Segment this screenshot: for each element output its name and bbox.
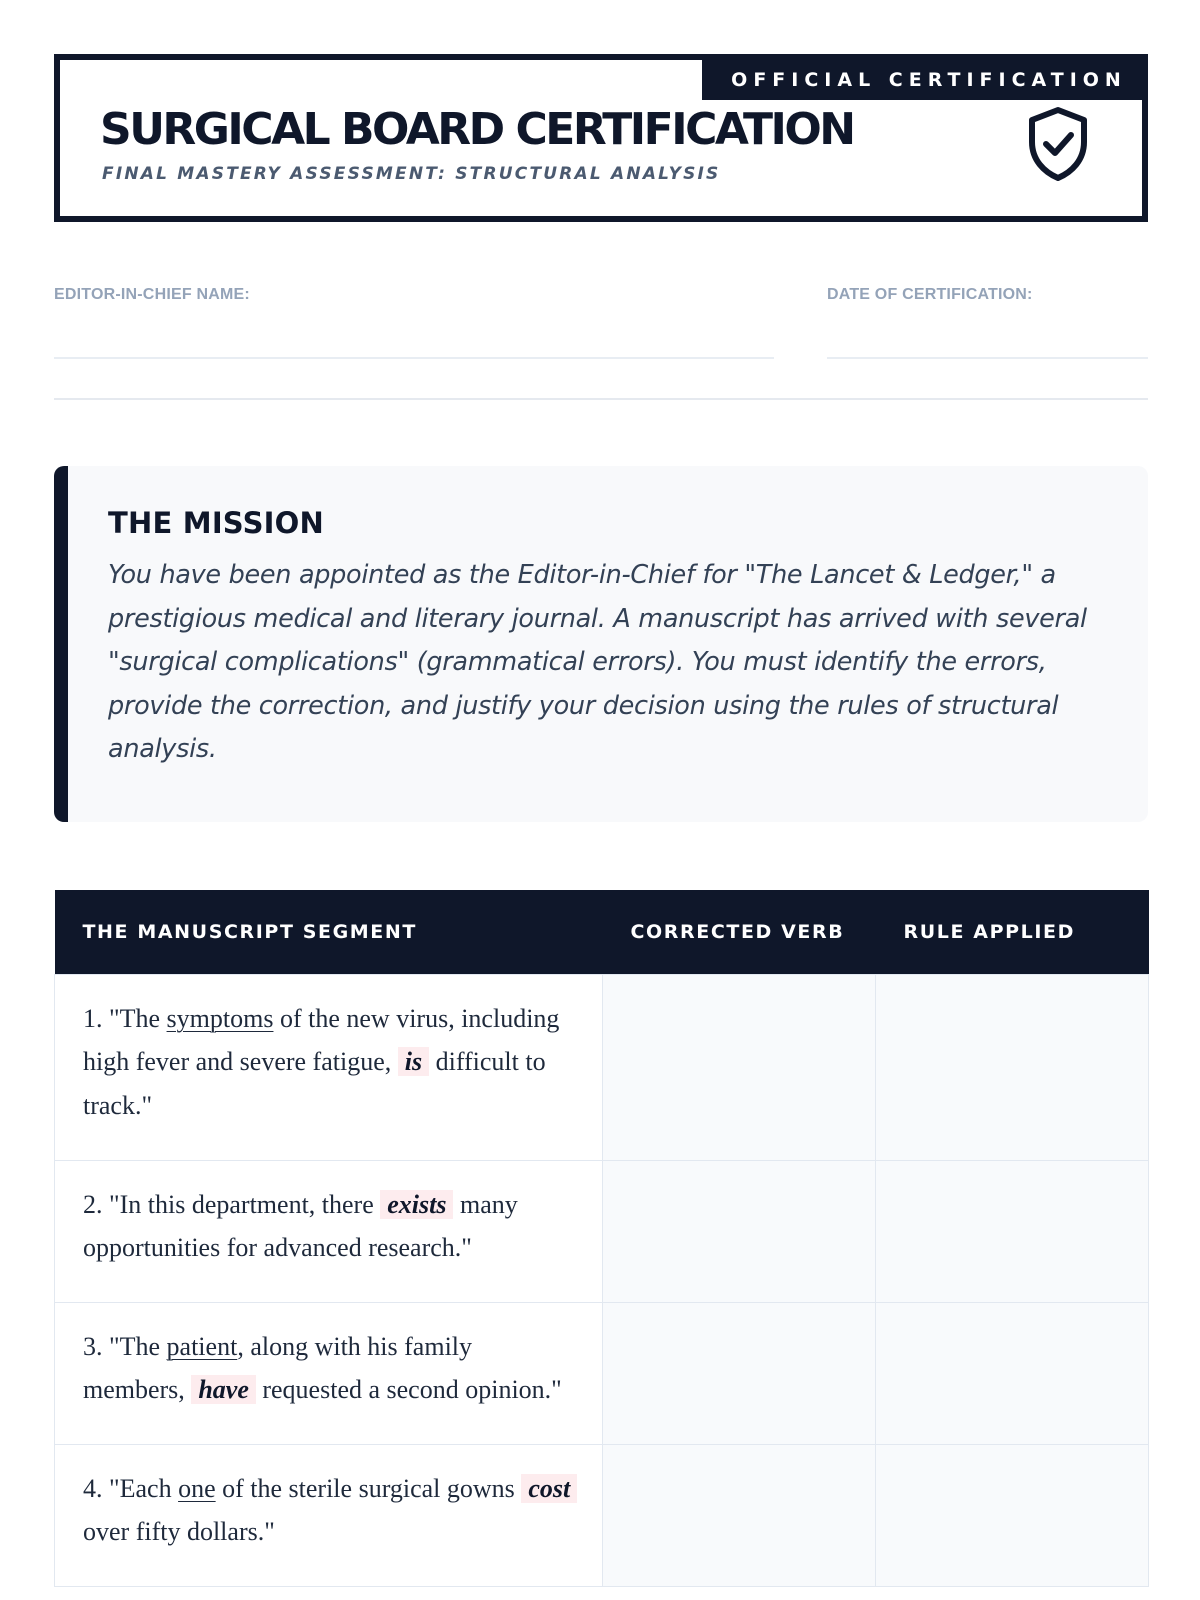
- manuscript-segment: [55, 1160, 603, 1302]
- certification-fields: [54, 222, 1148, 436]
- mission-panel: [54, 466, 1148, 822]
- section-divider: [54, 398, 1148, 400]
- segment-text: 3. "The: [83, 1331, 167, 1361]
- rule-applied-cell[interactable]: [876, 1160, 1149, 1302]
- shield-check-icon: [1026, 106, 1090, 182]
- subject-word: patient: [166, 1331, 238, 1361]
- corrected-verb-cell[interactable]: [603, 974, 876, 1160]
- segment-text: requested a second opinion.": [255, 1375, 562, 1404]
- segment-text: many opportunities for advanced research.": [83, 1189, 518, 1262]
- table-row: [55, 1444, 1149, 1586]
- corrected-verb-cell[interactable]: [603, 1302, 876, 1444]
- table-row: [55, 974, 1149, 1160]
- table-row: [55, 1302, 1149, 1444]
- segment-text: over fifty dollars.": [83, 1517, 275, 1546]
- segment-text: of the new virus, including high fever and severe fatigue,: [83, 1003, 560, 1076]
- editor-name-field[interactable]: [54, 357, 774, 359]
- mission-body: You have been appointed as the Editor-in-Chief for "The Lancet & Ledger," a prestigious medical and literary journal. A manuscript has arrived with several "surgical complications" (grammatical errors). You must identify the errors, provide the correction, and justify your decision using the rules of structural analysis.: [108, 560, 1087, 764]
- rule-applied-cell[interactable]: [876, 1444, 1149, 1586]
- certification-date-field[interactable]: [827, 357, 1148, 359]
- segment-text: difficult to track.": [83, 1047, 546, 1120]
- error-verb: have: [191, 1375, 256, 1404]
- error-verb: is: [398, 1047, 429, 1076]
- table-row: [55, 1160, 1149, 1302]
- page-subtitle: FINAL MASTERY ASSESSMENT: STRUCTURAL ANALYSIS: [102, 164, 721, 184]
- table-header-row: [55, 890, 1149, 974]
- certification-date-label: DATE OF CERTIFICATION:: [827, 286, 1033, 303]
- certification-page: [54, 54, 1148, 1587]
- manuscript-segment: [55, 1444, 603, 1586]
- segment-text: 2. "In this department, there: [83, 1189, 381, 1219]
- column-header-segment: THE MANUSCRIPT SEGMENT: [55, 890, 603, 974]
- page-title: SURGICAL BOARD CERTIFICATION: [100, 104, 854, 155]
- manuscript-segment: [55, 974, 603, 1160]
- error-verb: exists: [380, 1190, 453, 1219]
- segment-text: 1. "The: [83, 1003, 167, 1033]
- column-header-corrected-verb: CORRECTED VERB: [603, 890, 876, 974]
- error-verb: cost: [521, 1474, 577, 1503]
- corrected-verb-cell[interactable]: [603, 1160, 876, 1302]
- manuscript-segment: [55, 1302, 603, 1444]
- subject-word: symptoms: [166, 1003, 274, 1033]
- column-header-rule-applied: RULE APPLIED: [876, 890, 1149, 974]
- editor-name-label: EDITOR-IN-CHIEF NAME:: [54, 286, 250, 303]
- segment-text: of the sterile surgical gowns: [215, 1473, 522, 1503]
- subject-word: one: [178, 1473, 216, 1503]
- corrected-verb-cell[interactable]: [603, 1444, 876, 1586]
- segment-text: , along with his family members,: [83, 1331, 473, 1404]
- rule-applied-cell[interactable]: [876, 1302, 1149, 1444]
- rule-applied-cell[interactable]: [876, 974, 1149, 1160]
- header-box: [54, 54, 1148, 222]
- mission-heading: THE MISSION: [108, 506, 324, 540]
- official-certification-tag: OFFICIAL CERTIFICATION: [702, 60, 1142, 100]
- manuscript-table: [54, 890, 1149, 1587]
- segment-text: 4. "Each: [83, 1473, 179, 1503]
